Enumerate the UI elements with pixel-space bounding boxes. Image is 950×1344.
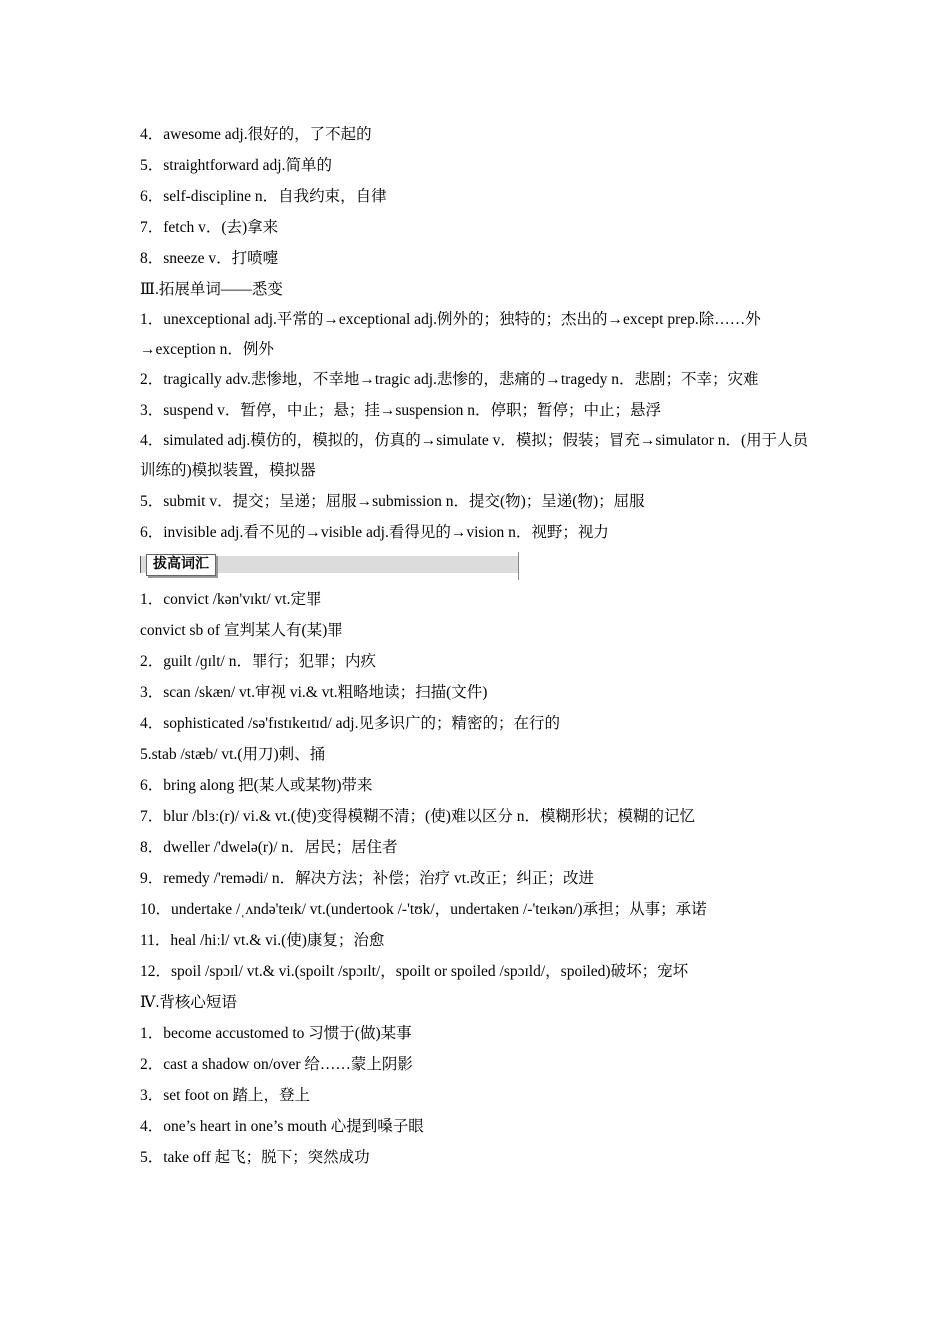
section-heading-core-phrases: Ⅳ.背核心短语 [140, 994, 237, 1011]
core-phrase-list [140, 1018, 820, 1173]
word-list-continued [140, 119, 820, 274]
list-item: 5.stab /stæb/ vt.(用刀)刺、捅 [140, 746, 326, 763]
list-item: 11．heal /hiːl/ vt.& vi.(使)康复；治愈 [140, 932, 385, 949]
list-item: 4．simulated adj.模仿的，模拟的，仿真的→simulate v．模拟；假装；冒充→simulator n．(用于人员训练的)模拟装置，模拟器 [140, 432, 809, 479]
list-item: 3．set foot on 踏上，登上 [140, 1087, 311, 1104]
list-item: 5．take off 起飞；脱下；突然成功 [140, 1149, 370, 1166]
list-item: 1．become accustomed to 习惯于(做)某事 [140, 1025, 412, 1042]
list-item: 4．awesome adj.很好的，了不起的 [140, 126, 372, 143]
section-banner [140, 550, 820, 580]
list-item: 3．suspend v．暂停，中止；悬；挂→suspension n．停职；暂停；中止；悬浮 [140, 402, 661, 419]
banner-divider [518, 552, 519, 580]
list-item: 5．straightforward adj.简单的 [140, 157, 332, 174]
section-heading-expand-words: Ⅲ.拓展单词——悉变 [140, 281, 283, 298]
banner-label: 拔高词汇 [146, 554, 216, 576]
list-item: 4．one’s heart in one’s mouth 心提到嗓子眼 [140, 1118, 424, 1135]
list-item: 6．bring along 把(某人或某物)带来 [140, 777, 373, 794]
list-item: 2．cast a shadow on/over 给……蒙上阴影 [140, 1056, 413, 1073]
list-item: 9．remedy /'remədi/ n．解决方法；补偿；治疗 vt.改正；纠正；改进 [140, 870, 594, 887]
list-item: 7．blur /blɜː(r)/ vi.& vt.(使)变得模糊不清；(使)难以区分 n．模糊形状；模糊的记忆 [140, 808, 696, 825]
list-item: 4．sophisticated /sə'fɪstɪkeɪtɪd/ adj.见多识广的；精密的；在行的 [140, 715, 560, 732]
advanced-word-list [140, 584, 820, 987]
list-item: 6．invisible adj.看不见的→visible adj.看得见的→vision n．视野；视力 [140, 524, 609, 541]
list-item: 7．fetch v．(去)拿来 [140, 219, 279, 236]
expand-word-list [140, 305, 820, 548]
list-item: 10．undertake /ˌʌndə'teɪk/ vt.(undertook /-'tʊk/，undertaken /-'teɪkən/)承担；从事；承诺 [140, 901, 707, 918]
list-item: 1．convict /kən'vɪkt/ vt.定罪 [140, 591, 322, 608]
list-item: 1．unexceptional adj.平常的→exceptional adj.例外的；独特的；杰出的→except prep.除……外→exception n．例外 [140, 311, 761, 358]
list-item: 8．sneeze v．打喷嚏 [140, 250, 279, 267]
list-item: convict sb of 宣判某人有(某)罪 [140, 622, 343, 639]
list-item: 3．scan /skæn/ vt.审视 vi.& vt.粗略地读；扫描(文件) [140, 684, 488, 701]
list-item: 2．tragically adv.悲惨地，不幸地→tragic adj.悲惨的，悲痛的→tragedy n．悲剧；不幸；灾难 [140, 371, 759, 388]
document-page [140, 119, 820, 1173]
list-item: 6．self-discipline n．自我约束，自律 [140, 188, 387, 205]
list-item: 2．guilt /ɡɪlt/ n．罪行；犯罪；内疚 [140, 653, 376, 670]
list-item: 12．spoil /spɔɪl/ vt.& vi.(spoilt /spɔɪlt/，spoilt or spoiled /spɔɪld/，spoiled)破坏；宠坏 [140, 963, 689, 980]
list-item: 8．dweller /'dwelə(r)/ n．居民；居住者 [140, 839, 398, 856]
list-item: 5．submit v．提交；呈递；屈服→submission n．提交(物)；呈递(物)；屈服 [140, 493, 645, 510]
